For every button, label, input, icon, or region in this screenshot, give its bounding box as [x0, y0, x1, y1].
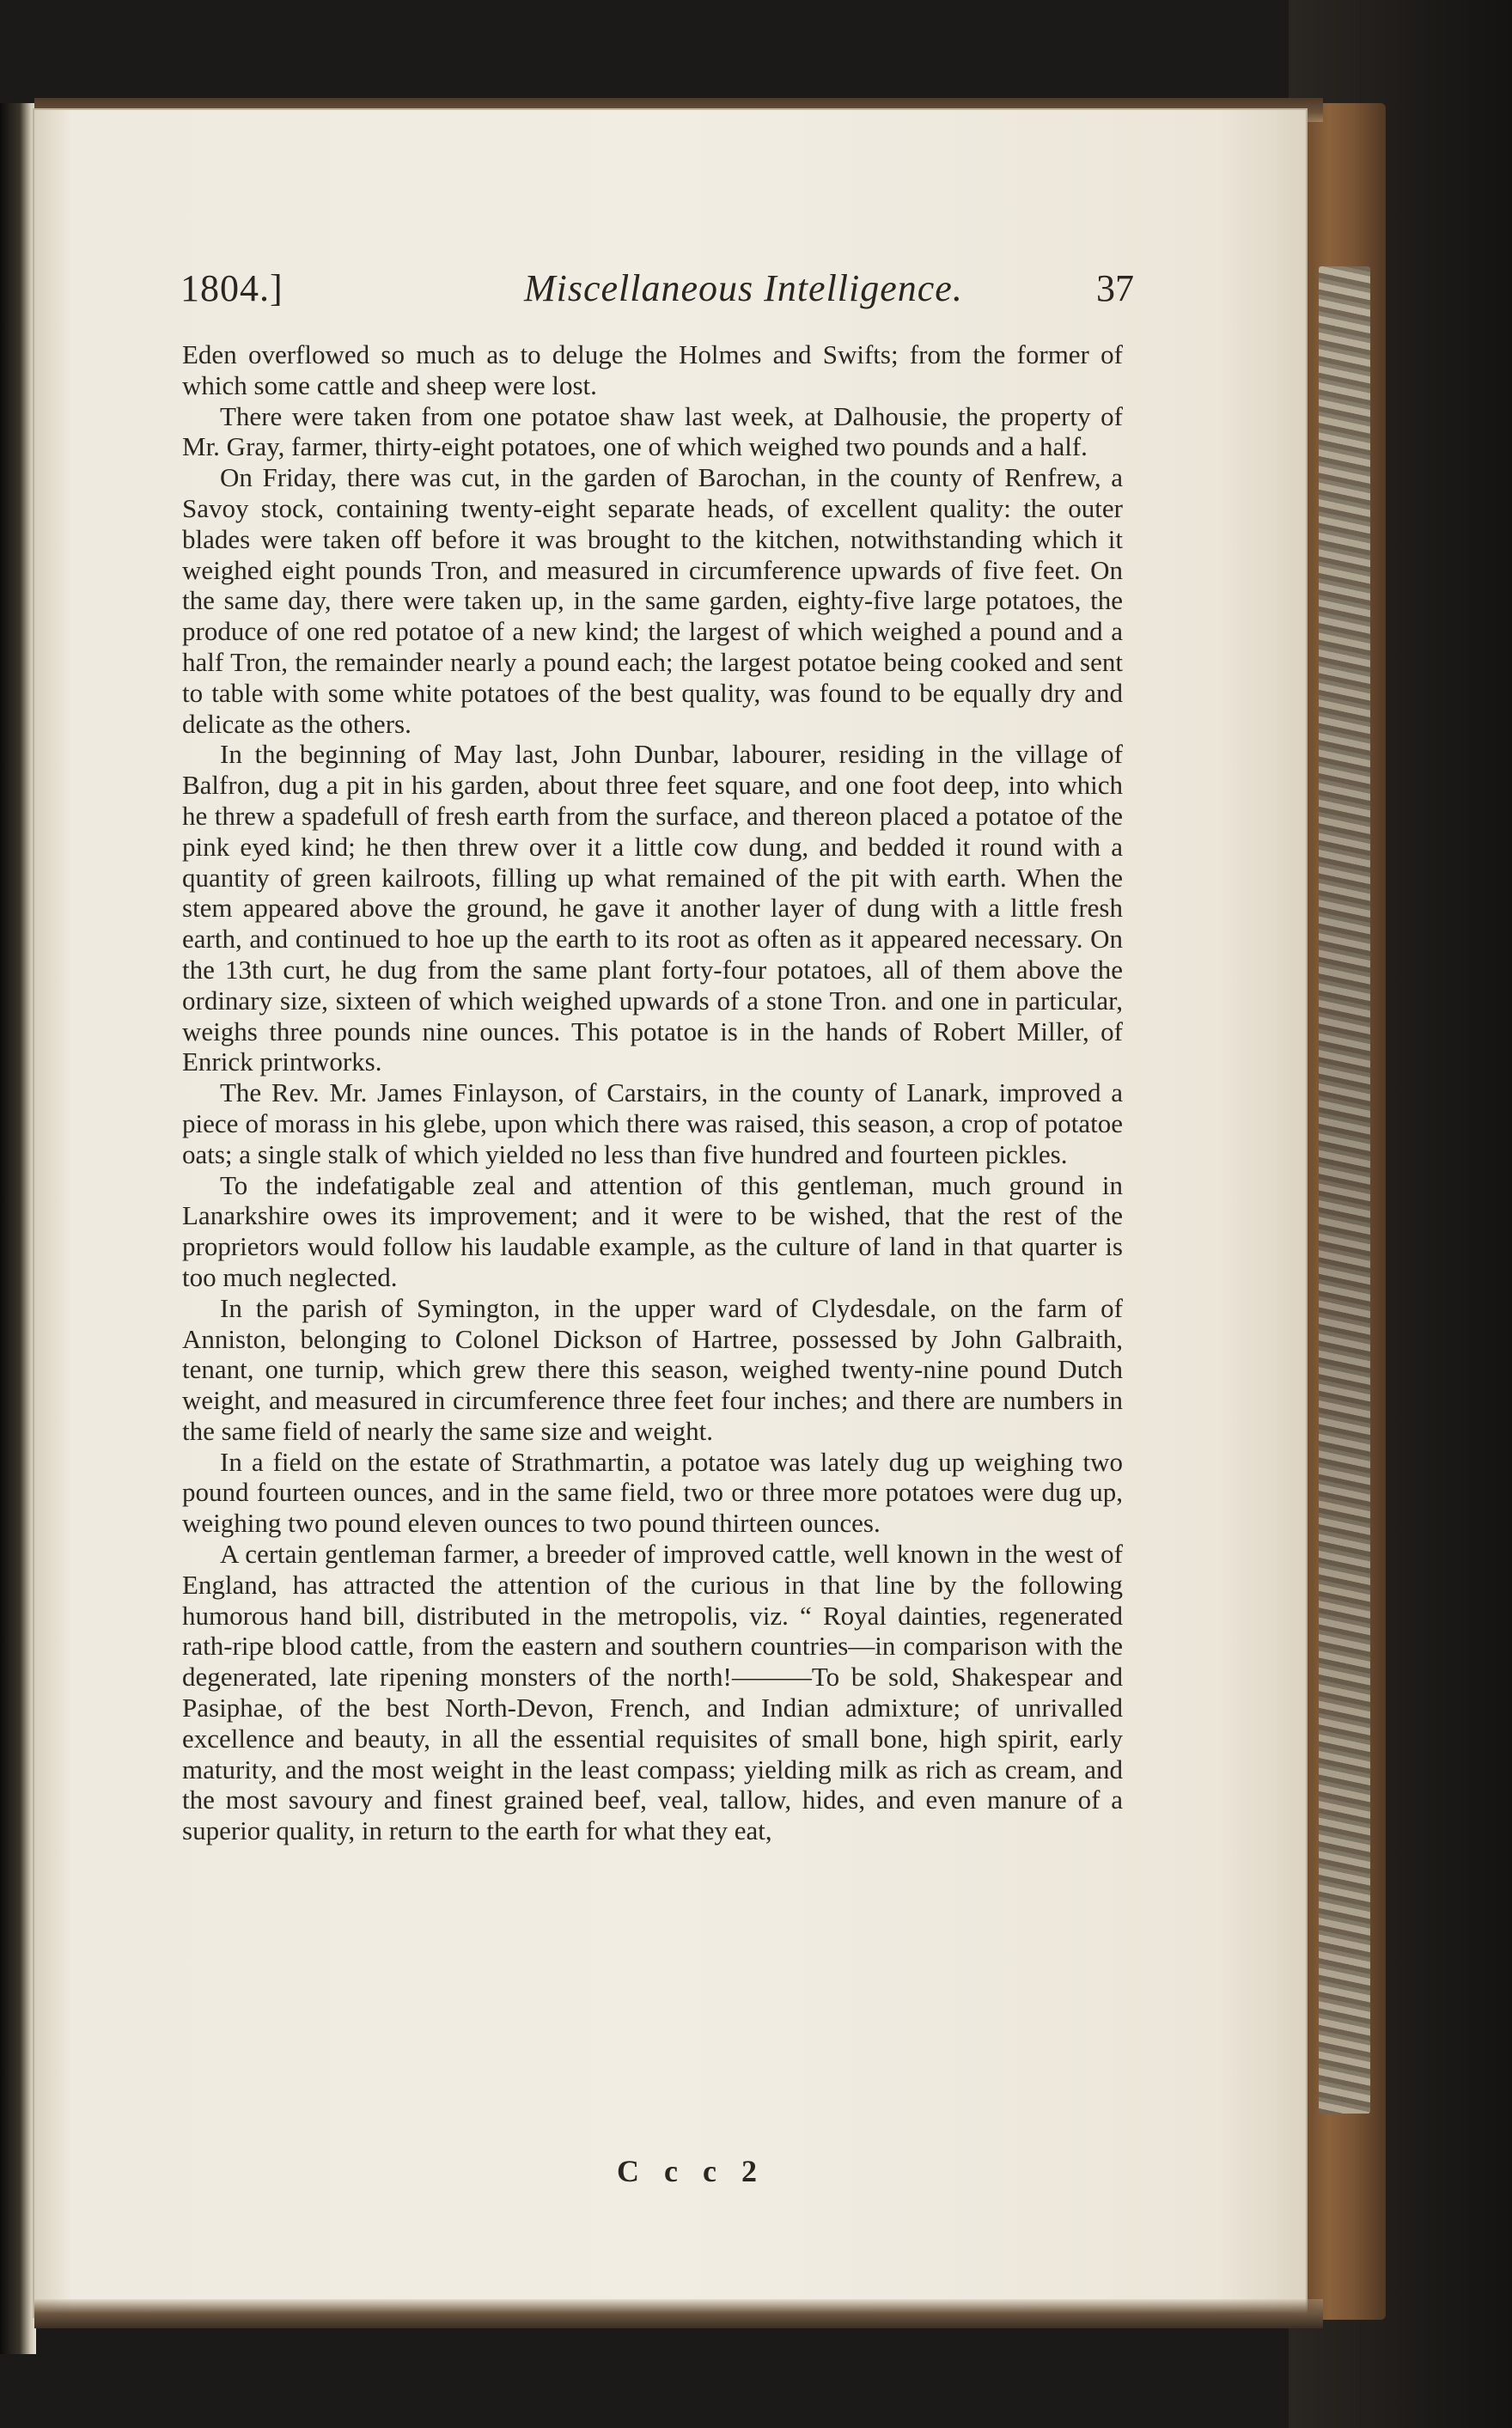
paragraph: A certain gentleman farmer, a breeder of improved cattle, well known in the west of England, has attracted the attention of the curious in that line by the following humorous hand bill, distributed in the metropolis, viz. “ Royal dainties, regenerated rath-ripe blood cattle, from the eastern and southern countries—in comparison with the degenerated, late ripening monsters of the north!———To be sold, Shakespear and Pasiphae, of the best North-Devon, French, and Indian admixture; of unrivalled excellence and beauty, in all the essential requisites of small bone, high spirit, early maturity, and the most weight in the least compass; yielding milk as rich as cream, and the most savoury and finest grained beef, veal, tallow, hides, and even manure of a superior quality, in return to the earth for what they eat, [182, 1539, 1123, 1846]
printer-signature-mark: C c c 2 [617, 2154, 765, 2188]
paragraph: To the indefatigable zeal and attention of this gentleman, much ground in Lanarkshire owes its improvement; and it were to be wished, that the rest of the proprietors would follow his laudable example, as the culture of land in that quarter is too much neglected. [182, 1169, 1123, 1292]
marbled-page-edge [1319, 266, 1370, 2114]
paragraph: In a field on the estate of Strathmartin, a potatoe was lately dug up weighing two pound fourteen ounces, and in the same field, two or three more potatoes were dug up, weighing two pound eleven ounces to two pound thirteen ounces. [182, 1446, 1123, 1539]
header-title: Miscellaneous Intelligence. [524, 267, 963, 309]
header-year: 1804.] [180, 267, 284, 309]
running-header [180, 266, 1134, 318]
paragraph: In the parish of Symington, in the upper ward of Clydesdale, on the farm of Anniston, belonging to Colonel Dickson of Hartree, possessed by John Galbraith, tenant, one turnip, which grew there this season, weighed twenty-nine pound Dutch weight, and measured in circumference three feet four inches; and there are numbers in the same field of nearly the same size and weight. [182, 1292, 1123, 1446]
paragraph: On Friday, there was cut, in the garden of Barochan, in the county of Renfrew, a Savoy stock, containing twenty-eight separate heads, of excellent quality: the outer blades were taken off before it was brought to the kitchen, notwithstanding which it weighed eight pounds Tron, and measured in circumference upwards of five feet. On the same day, there were taken up, in the same garden, eighty-five large potatoes, the produce of one red potatoe of a new kind; the largest of which weighed a pound and a half Tron, the remainder nearly a pound each; the largest potatoe being cooked and sent to table with some white potatoes of the best quality, was found to be equally dry and delicate as the others. [182, 462, 1123, 739]
page-number: 37 [1096, 267, 1134, 309]
bottom-page-edge [34, 2299, 1323, 2328]
article-body [182, 339, 1123, 1846]
facing-page-edge [0, 103, 36, 2354]
paragraph: There were taken from one potatoe shaw last week, at Dalhousie, the property of Mr. Gray, farmer, thirty-eight potatoes, one of which weighed two pounds and a half. [182, 400, 1123, 462]
paragraph: Eden overflowed so much as to deluge the Holmes and Swifts; from the former of which some cattle and sheep were lost. [182, 339, 1123, 400]
paragraph: The Rev. Mr. James Finlayson, of Carstairs, in the county of Lanark, improved a piece of morass in his glebe, upon which there was raised, this season, a crop of potatoe oats; a single stalk of which yielded no less than five hundred and fourteen pickles. [182, 1077, 1123, 1169]
paragraph: In the beginning of May last, John Dunbar, labourer, residing in the village of Balfron, dug a pit in his garden, about three feet square, and one foot deep, into which he threw a spadefull of fresh earth from the surface, and thereon placed a potatoe of the pink eyed kind; he then threw over it a little cow dung, and bedded it round with a quantity of green kailroots, filling up what remained of the pit with earth. When the stem appeared above the ground, he gave it another layer of dung with a little fresh earth, and continued to hoe up the earth to its root as often as it appeared necessary. On the 13th curt, he dug from the same plant forty-four potatoes, all of them above the ordinary size, sixteen of which weighed upwards of a stone Tron. and one in particular, weighs three pounds nine ounces. This potatoe is in the hands of Robert Miller, of Enrick printworks. [182, 739, 1123, 1077]
